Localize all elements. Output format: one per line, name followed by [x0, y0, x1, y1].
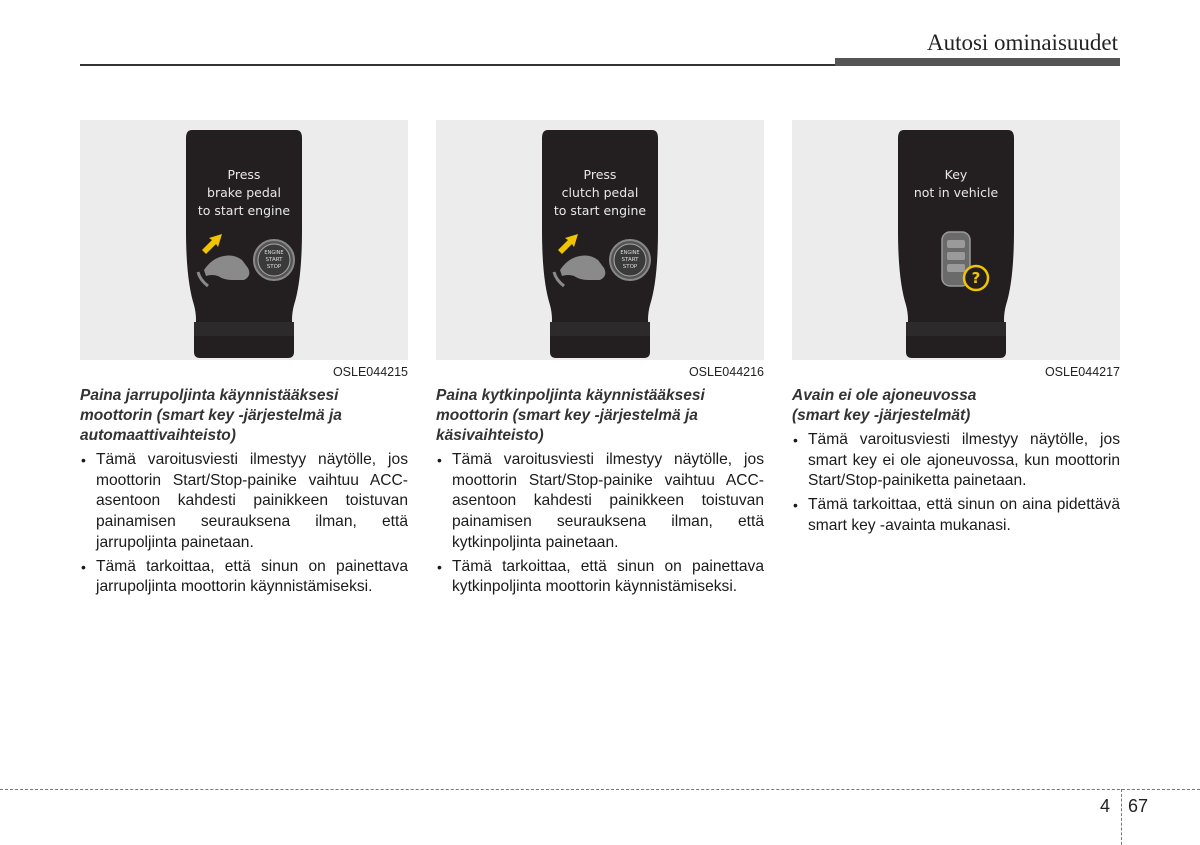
bullet-list	[436, 450, 764, 598]
caption-line: Avain ei ole ajoneuvossa	[792, 387, 977, 404]
bullet-item: • Tämä tarkoittaa, että sinun on painettava kytkinpoljinta moottorin käynnistämiseksi.	[436, 557, 764, 598]
figure-code: OSLE044217	[1044, 365, 1120, 379]
column-key-not-in-vehicle	[792, 120, 1120, 540]
caption-line: Paina kytkinpoljinta käynnistääksesi	[436, 387, 705, 404]
svg-text:ENGINE: ENGINE	[620, 250, 640, 256]
caption-line: käsivaihteisto)	[436, 427, 544, 444]
figure-brake-pedal	[80, 120, 408, 360]
header-rule-accent	[835, 58, 1120, 66]
caption-line: automaattivaihteisto)	[80, 427, 236, 444]
start-stop-button-icon	[254, 240, 294, 280]
cluster-shape	[182, 130, 306, 358]
display-message	[182, 166, 306, 220]
start-stop-button-icon	[610, 240, 650, 280]
display-line: Press	[583, 167, 617, 182]
page-header-title: Autosi ominaisuudet	[926, 30, 1118, 55]
question-mark-icon	[964, 266, 988, 290]
bullet-list	[80, 450, 408, 598]
bullet-item: • Tämä tarkoittaa, että sinun on painettava jarrupoljinta moottorin käynnistämiseksi.	[80, 557, 408, 598]
section-caption	[80, 386, 408, 446]
figure-code: OSLE044215	[332, 365, 408, 379]
bullet-item: • Tämä varoitusviesti ilmestyy näytölle, jos smart key ei ole ajoneuvossa, kun moottorin Start/Stop-painiketta painetaan.	[792, 430, 1120, 492]
section-caption	[792, 386, 1120, 426]
figure-key-not-in-vehicle	[792, 120, 1120, 360]
column-brake-pedal	[80, 120, 408, 601]
cluster-display	[538, 130, 662, 358]
display-line: not in vehicle	[913, 185, 999, 200]
display-line: brake pedal	[207, 185, 281, 200]
cluster-shape	[538, 130, 662, 358]
bullet-list	[792, 430, 1120, 537]
display-message	[894, 166, 1018, 202]
display-line: to start engine	[197, 203, 291, 218]
section-caption	[436, 386, 764, 446]
header-rule	[80, 64, 835, 66]
svg-text:STOP: STOP	[622, 264, 638, 270]
bullet-item: • Tämä varoitusviesti ilmestyy näytölle, jos moottorin Start/Stop-painike vaihtuu ACC-asentoon kahdesti painikkeen toistuvan painamisen seurauksena ilman, että jarrupoljinta painetaan.	[80, 450, 408, 554]
display-line: to start engine	[553, 203, 647, 218]
svg-text:ENGINE: ENGINE	[264, 250, 284, 256]
page-number: 67	[1128, 796, 1149, 816]
caption-line: moottorin (smart key -järjestelmä ja	[80, 407, 342, 424]
display-line: clutch pedal	[561, 185, 639, 200]
caption-line: Paina jarrupoljinta käynnistääksesi	[80, 387, 339, 404]
svg-text:START: START	[265, 257, 283, 263]
display-line: Key	[944, 167, 968, 182]
caption-line: (smart key -järjestelmät)	[792, 407, 971, 424]
figure-clutch-pedal	[436, 120, 764, 360]
chapter-number: 4	[1100, 796, 1111, 816]
column-clutch-pedal	[436, 120, 764, 601]
bullet-item: • Tämä tarkoittaa, että sinun on aina pidettävä smart key -avainta mukanasi.	[792, 495, 1120, 536]
svg-text:STOP: STOP	[266, 264, 282, 270]
cluster-display	[182, 130, 306, 358]
bullet-item: • Tämä varoitusviesti ilmestyy näytölle, jos moottorin Start/Stop-painike vaihtuu ACC-asentoon kahdesti painikkeen toistuvan painamisen seurauksena ilman, että kytkinpoljinta painetaan.	[436, 450, 764, 554]
cluster-display	[894, 130, 1018, 358]
display-line: Press	[227, 167, 261, 182]
svg-text:?: ?	[971, 269, 981, 287]
caption-line: moottorin (smart key -järjestelmä ja	[436, 407, 698, 424]
figure-code: OSLE044216	[688, 365, 764, 379]
footer-divider	[1121, 789, 1122, 845]
svg-text:START: START	[621, 257, 639, 263]
cluster-shape	[894, 130, 1018, 358]
footer-rule	[0, 789, 1200, 790]
display-message	[538, 166, 662, 220]
